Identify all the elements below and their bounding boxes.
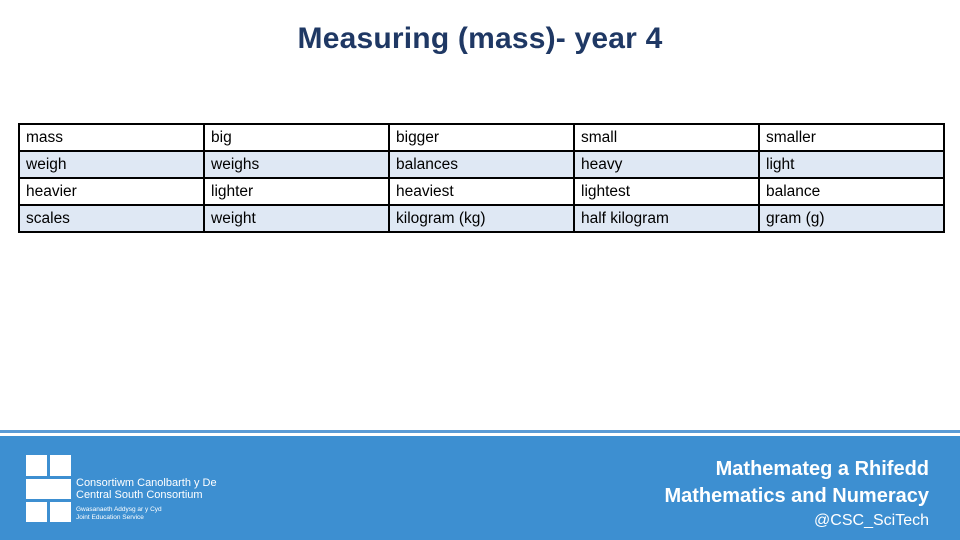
table-cell: lightest bbox=[574, 178, 759, 205]
table-cell: gram (g) bbox=[759, 205, 944, 232]
page-title: Measuring (mass)- year 4 bbox=[297, 22, 663, 55]
table-cell: light bbox=[759, 151, 944, 178]
subject-heading bbox=[664, 456, 929, 532]
table-cell: weigh bbox=[19, 151, 204, 178]
table-row bbox=[19, 151, 944, 178]
service-welsh-name: Gwasanaeth Addysg ar y Cyd bbox=[76, 506, 162, 513]
consortium-welsh-name: Consortiwm Canolbarth y De bbox=[76, 477, 217, 489]
table-cell: weighs bbox=[204, 151, 389, 178]
table-row bbox=[19, 205, 944, 232]
table-cell: scales bbox=[19, 205, 204, 232]
table-cell: kilogram (kg) bbox=[389, 205, 574, 232]
table-cell: big bbox=[204, 124, 389, 151]
table-cell: smaller bbox=[759, 124, 944, 151]
vocabulary-table bbox=[18, 123, 945, 233]
consortium-english-name: Central South Consortium bbox=[76, 489, 203, 501]
table-cell: half kilogram bbox=[574, 205, 759, 232]
table-cell: weight bbox=[204, 205, 389, 232]
table-row bbox=[19, 124, 944, 151]
subject-welsh: Mathemateg a Rhifedd bbox=[715, 458, 929, 480]
table-cell: heavy bbox=[574, 151, 759, 178]
csc-logo-icon bbox=[26, 455, 72, 523]
table-cell: heavier bbox=[19, 178, 204, 205]
table-cell: balances bbox=[389, 151, 574, 178]
consortium-logo-text bbox=[76, 477, 217, 522]
table-cell: bigger bbox=[389, 124, 574, 151]
service-english-name: Joint Education Service bbox=[76, 514, 144, 521]
social-handle: @CSC_SciTech bbox=[814, 512, 929, 529]
table-cell: mass bbox=[19, 124, 204, 151]
table-row bbox=[19, 178, 944, 205]
subject-english: Mathematics and Numeracy bbox=[664, 485, 929, 507]
table-cell: lighter bbox=[204, 178, 389, 205]
footer-divider bbox=[0, 430, 960, 433]
footer-banner bbox=[0, 436, 960, 540]
table-cell: heaviest bbox=[389, 178, 574, 205]
table-cell: small bbox=[574, 124, 759, 151]
table-cell: balance bbox=[759, 178, 944, 205]
